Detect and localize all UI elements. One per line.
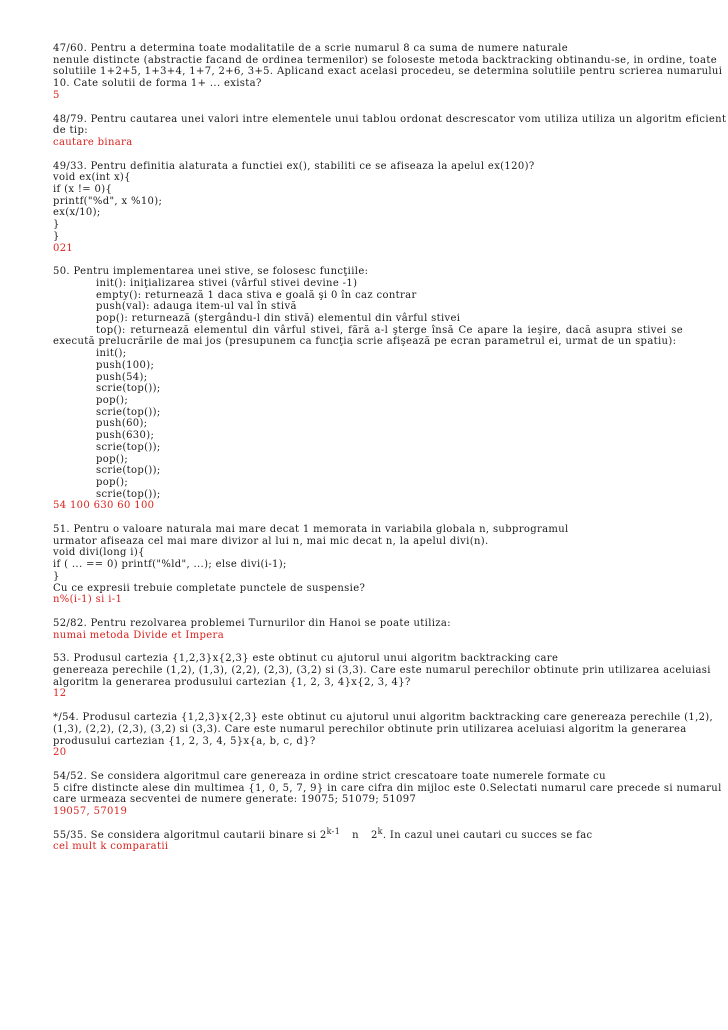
question-line: */54. Produsul cartezia {1,2,3}x{2,3} este obtinut cu ajutorul unui algoritm backtracking care genereaza perechile (1,2), bbox=[53, 712, 714, 724]
code-call: push(60); bbox=[96, 418, 148, 430]
question-48-79 bbox=[53, 113, 727, 149]
question-line: urmator afiseaza cel mai mare divizor al lui n, mai mic decat n, la apelul divi(n). bbox=[53, 535, 489, 547]
code-line: if ( ... == 0) printf("%ld", ...); else divi(i-1); bbox=[53, 559, 287, 571]
question-line: 52/82. Pentru rezolvarea problemei Turnurilor din Hanoi se poate utiliza: bbox=[53, 617, 451, 629]
answer-text: numai metoda Divide et Impera bbox=[53, 629, 225, 641]
question-50 bbox=[53, 266, 683, 512]
exponent: k-1 bbox=[326, 826, 341, 836]
code-line: void ex(int x){ bbox=[53, 172, 131, 184]
question-text: 55/35. Se considera algoritmul cautarii binare si 2 bbox=[53, 829, 327, 841]
answer-text: 54 100 630 60 100 bbox=[53, 500, 155, 512]
question-line: (1,3), (2,2), (2,3), (3,2) si (3,3). Care este numarul perechilor obtinute prin utilizarea aceluiasi algoritm la generarea bbox=[53, 723, 687, 735]
exponent: k bbox=[377, 826, 383, 836]
answer-text: 12 bbox=[53, 688, 67, 700]
question-52-82 bbox=[53, 618, 683, 641]
question-line: genereaza perechile (1,2), (1,3), (2,2), (2,3), (3,2) si (3,3). Care este numarul perechilor obtinute prin utilizarea aceluiasi bbox=[53, 665, 711, 677]
question-line: Cu ce expresii trebuie completate punctele de suspensie? bbox=[53, 582, 366, 594]
answer-text: 021 bbox=[53, 242, 74, 254]
code-line: if (x != 0){ bbox=[53, 184, 113, 196]
code-call: pop(); bbox=[96, 394, 129, 406]
code-call: scrie(top()); bbox=[96, 488, 161, 500]
code-line: } bbox=[53, 570, 60, 582]
question-line: care urmeaza secventei de numere generate: 19075; 51079; 51097 bbox=[53, 794, 417, 806]
code-line: void divi(long i){ bbox=[53, 547, 145, 559]
code-call: scrie(top()); bbox=[96, 465, 161, 477]
code-line: } bbox=[53, 230, 60, 242]
question-line: nenule distincte (abstractie facand de ordinea termenilor) se foloseste metoda backtracking obtinandu-se, in ordine, toate bbox=[53, 54, 717, 66]
question-line: 10. Cate solutii de forma 1+ ... exista? bbox=[53, 78, 262, 90]
question-line: 54/52. Se considera algoritmul care genereaza in ordine strict crescatoare toate numerele formate cu bbox=[53, 770, 606, 782]
question-line: 48/79. Pentru cautarea unei valori intre elementele unui tablou ordonat descrescator vom utiliza utiliza un algoritm eficient bbox=[53, 113, 727, 125]
code-call: push(630); bbox=[96, 430, 155, 442]
question-51 bbox=[53, 524, 683, 606]
document-page bbox=[53, 43, 727, 865]
answer-text: cel mult k comparatii bbox=[53, 841, 169, 853]
question-text: . In cazul unei cautari cu succes se fac bbox=[382, 829, 593, 841]
answer-text: cautare binara bbox=[53, 136, 133, 148]
question-line: 53. Produsul cartezia {1,2,3}x{2,3} este obtinut cu ajutorul unui algoritm backtracking care bbox=[53, 653, 559, 665]
question-54-52 bbox=[53, 770, 722, 818]
question-line: 50. Pentru implementarea unei stive, se folosesc funcţiile: bbox=[53, 266, 369, 278]
code-line: } bbox=[53, 219, 60, 231]
code-call: scrie(top()); bbox=[96, 383, 161, 395]
function-description: pop(): returnează (ştergându-l din stivă) elementul din vârful stivei bbox=[96, 313, 461, 325]
question-star-54 bbox=[53, 712, 714, 759]
code-call: init(); bbox=[96, 348, 127, 360]
answer-text: n%(i-1) si i-1 bbox=[53, 594, 123, 606]
question-line: 47/60. Pentru a determina toate modalitatile de a scrie numarul 8 ca suma de numere naturale bbox=[53, 43, 568, 54]
question-line: 51. Pentru o valoare naturala mai mare decat 1 memorata in variabila globala n, subprogramul bbox=[53, 524, 569, 536]
function-description-text: top(): returnează elementul din vârful stivei, fără a-l şterge însă Ce apare la ieşire, dacă asupra stivei se execută prelucrările de mai jos (presupunem ca funcţia scrie afişează pe ecran parametrul ei, urmat de un spatiu): bbox=[53, 324, 683, 348]
function-description: empty(): returnează 1 daca stiva e goală şi 0 în caz contrar bbox=[96, 289, 417, 301]
variable-n: n bbox=[352, 829, 359, 841]
question-line: 49/33. Pentru definitia alaturata a functiei ex(), stabiliti ce se afiseaza la apelul ex(120)? bbox=[53, 160, 535, 172]
code-call: push(54); bbox=[96, 371, 148, 383]
question-line: de tip: bbox=[53, 125, 88, 137]
question-line: algoritm la generarea produsului cartezian {1, 2, 3, 4}x{2, 3, 4}? bbox=[53, 676, 411, 688]
code-call: pop(); bbox=[96, 476, 129, 488]
answer-text: 20 bbox=[53, 747, 67, 759]
question-47-60 bbox=[53, 43, 723, 102]
function-description bbox=[53, 325, 683, 348]
code-call: scrie(top()); bbox=[96, 406, 161, 418]
code-line: ex(x/10); bbox=[53, 207, 101, 219]
code-call: pop(); bbox=[96, 453, 129, 465]
function-description: init(): iniţializarea stivei (vârful stivei devine -1) bbox=[96, 277, 358, 289]
function-description: push(val): adauga item-ul val în stivă bbox=[96, 301, 297, 313]
question-line: 5 cifre distincte alese din multimea {1, 0, 5, 7, 9} in care cifra din mijloc este 0.Selectati numarul care precede si numarul bbox=[53, 782, 722, 794]
question-49-33 bbox=[53, 161, 683, 255]
question-55-35 bbox=[53, 826, 683, 853]
code-call: scrie(top()); bbox=[96, 441, 161, 453]
question-text: 2 bbox=[370, 829, 378, 841]
answer-text: 5 bbox=[53, 89, 60, 101]
question-53 bbox=[53, 653, 711, 700]
code-call: push(100); bbox=[96, 359, 155, 371]
question-line bbox=[53, 826, 683, 842]
code-line: printf("%d", x %10); bbox=[53, 195, 163, 207]
question-line: solutiile 1+2+5, 1+3+4, 1+7, 2+6, 3+5. Aplicand exact acelasi procedeu, se determina solutiile pentru scrierea numarului bbox=[53, 66, 723, 78]
answer-text: 19057, 57019 bbox=[53, 806, 128, 818]
question-line: produsului cartezian {1, 2, 3, 4, 5}x{a, b, c, d}? bbox=[53, 735, 316, 747]
